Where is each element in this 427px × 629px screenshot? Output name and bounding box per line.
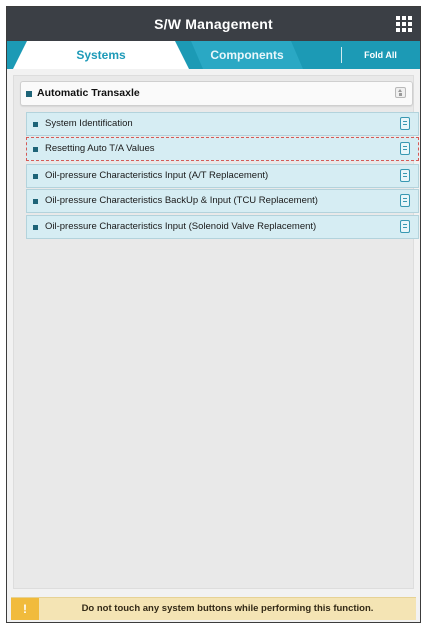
- status-message: Do not touch any system buttons while performing this function.: [81, 603, 374, 614]
- app-window: [6, 6, 421, 623]
- bullet-square-icon: [33, 199, 38, 204]
- list-item-oil-pressure-solenoid-replacement[interactable]: [26, 215, 419, 239]
- group-title: Automatic Transaxle: [37, 87, 140, 99]
- status-bar: [11, 597, 416, 620]
- collapse-arrow-icon[interactable]: [395, 87, 406, 98]
- document-icon[interactable]: [400, 194, 410, 207]
- list-item-resetting-auto-ta-values[interactable]: [26, 137, 419, 161]
- list-item-label: System Identification: [45, 118, 133, 129]
- list-item-system-identification[interactable]: [26, 112, 419, 136]
- bullet-square-icon: [33, 122, 38, 127]
- document-icon[interactable]: [400, 220, 410, 233]
- grid-menu-icon[interactable]: [396, 16, 412, 32]
- tab-divider: [341, 47, 342, 63]
- tab-components-label: Components: [210, 48, 284, 62]
- document-icon[interactable]: [400, 142, 410, 155]
- bullet-square-icon: [33, 225, 38, 230]
- list-item-label: Resetting Auto T/A Values: [45, 143, 155, 154]
- list-item-label: Oil-pressure Characteristics Input (A/T Replacement): [45, 170, 269, 181]
- tab-bar: [7, 41, 420, 69]
- tab-components[interactable]: [191, 41, 303, 69]
- page-title: S/W Management: [154, 16, 273, 32]
- document-icon[interactable]: [400, 117, 410, 130]
- list-item-oil-pressure-at-replacement[interactable]: [26, 164, 419, 188]
- fold-all-button[interactable]: Fold All: [364, 50, 397, 60]
- tab-systems[interactable]: [13, 41, 189, 69]
- list-item-label: Oil-pressure Characteristics BackUp & Input (TCU Replacement): [45, 195, 318, 206]
- document-icon[interactable]: [400, 169, 410, 182]
- system-list: [13, 75, 414, 589]
- bullet-square-icon: [26, 91, 32, 97]
- bullet-square-icon: [33, 147, 38, 152]
- warning-icon: !: [11, 598, 39, 620]
- list-item-label: Oil-pressure Characteristics Input (Solenoid Valve Replacement): [45, 221, 317, 232]
- bullet-square-icon: [33, 174, 38, 179]
- title-bar: [7, 7, 420, 41]
- list-item-oil-pressure-tcu-replacement[interactable]: [26, 189, 419, 213]
- tab-systems-label: Systems: [76, 48, 126, 62]
- group-header-automatic-transaxle[interactable]: [20, 81, 413, 106]
